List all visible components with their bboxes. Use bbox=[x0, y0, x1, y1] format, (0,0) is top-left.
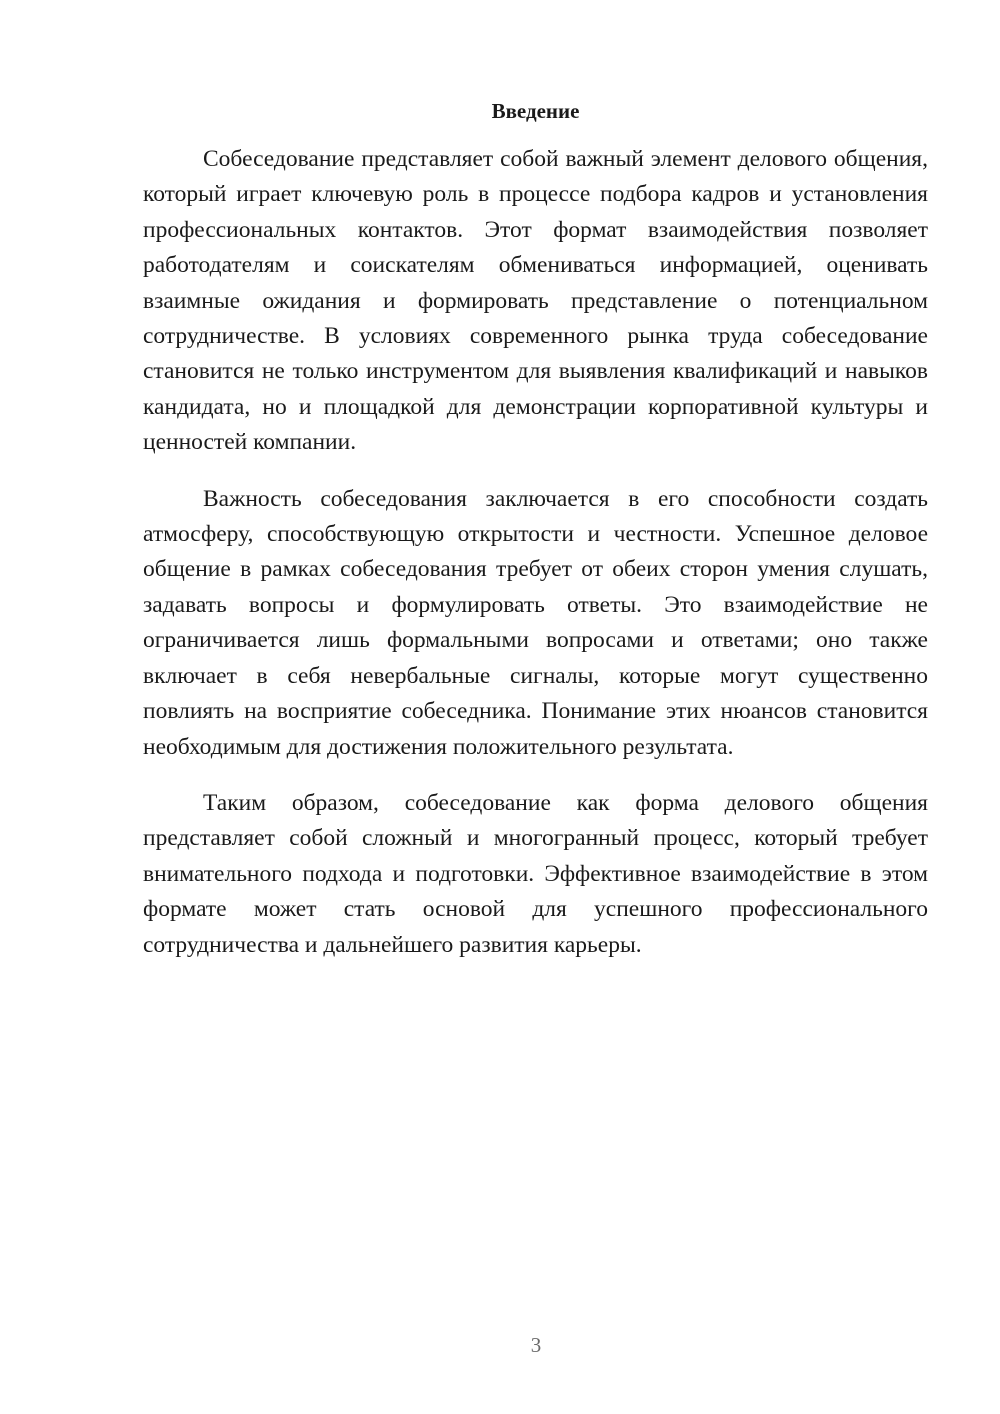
paragraph-1: Собеседование представляет собой важный элемент делового общения, который играет ключевую роль в процессе подбора кадров и установления профессиональных контактов. Этот формат взаимодействия позволяет работодателям и соискателям обмениваться информацией, оценивать взаимные ожидания и формировать представление о потенциальном сотрудничестве. В условиях современного рынка труда собеседование становится не только инструментом для выявления квалификаций и навыков кандидата, но и площадкой для демонстрации корпоративной культуры и ценностей компании. bbox=[143, 146, 928, 456]
body-text bbox=[143, 142, 928, 963]
page-number: 3 bbox=[530, 1333, 542, 1357]
page-title: Введение bbox=[491, 99, 580, 123]
paragraph-2: Важность собеседования заключается в его способности создать атмосферу, способствующую открытости и честности. Успешное деловое общение в рамках собеседования требует от обеих сторон умения слушать, задавать вопросы и формулировать ответы. Это взаимодействие не ограничивается лишь формальными вопросами и ответами; оно также включает в себя невербальные сигналы, которые могут существенно повлиять на восприятие собеседника. Понимание этих нюансов становится необходимым для достижения положительного результата. bbox=[143, 485, 928, 760]
paragraph-3: Таким образом, собеседование как форма делового общения представляет собой сложный и многогранный процесс, который требует внимательного подхода и подготовки. Эффективное взаимодействие в этом формате может стать основой для успешного профессионального сотрудничества и дальнейшего развития карьеры. bbox=[143, 789, 928, 958]
